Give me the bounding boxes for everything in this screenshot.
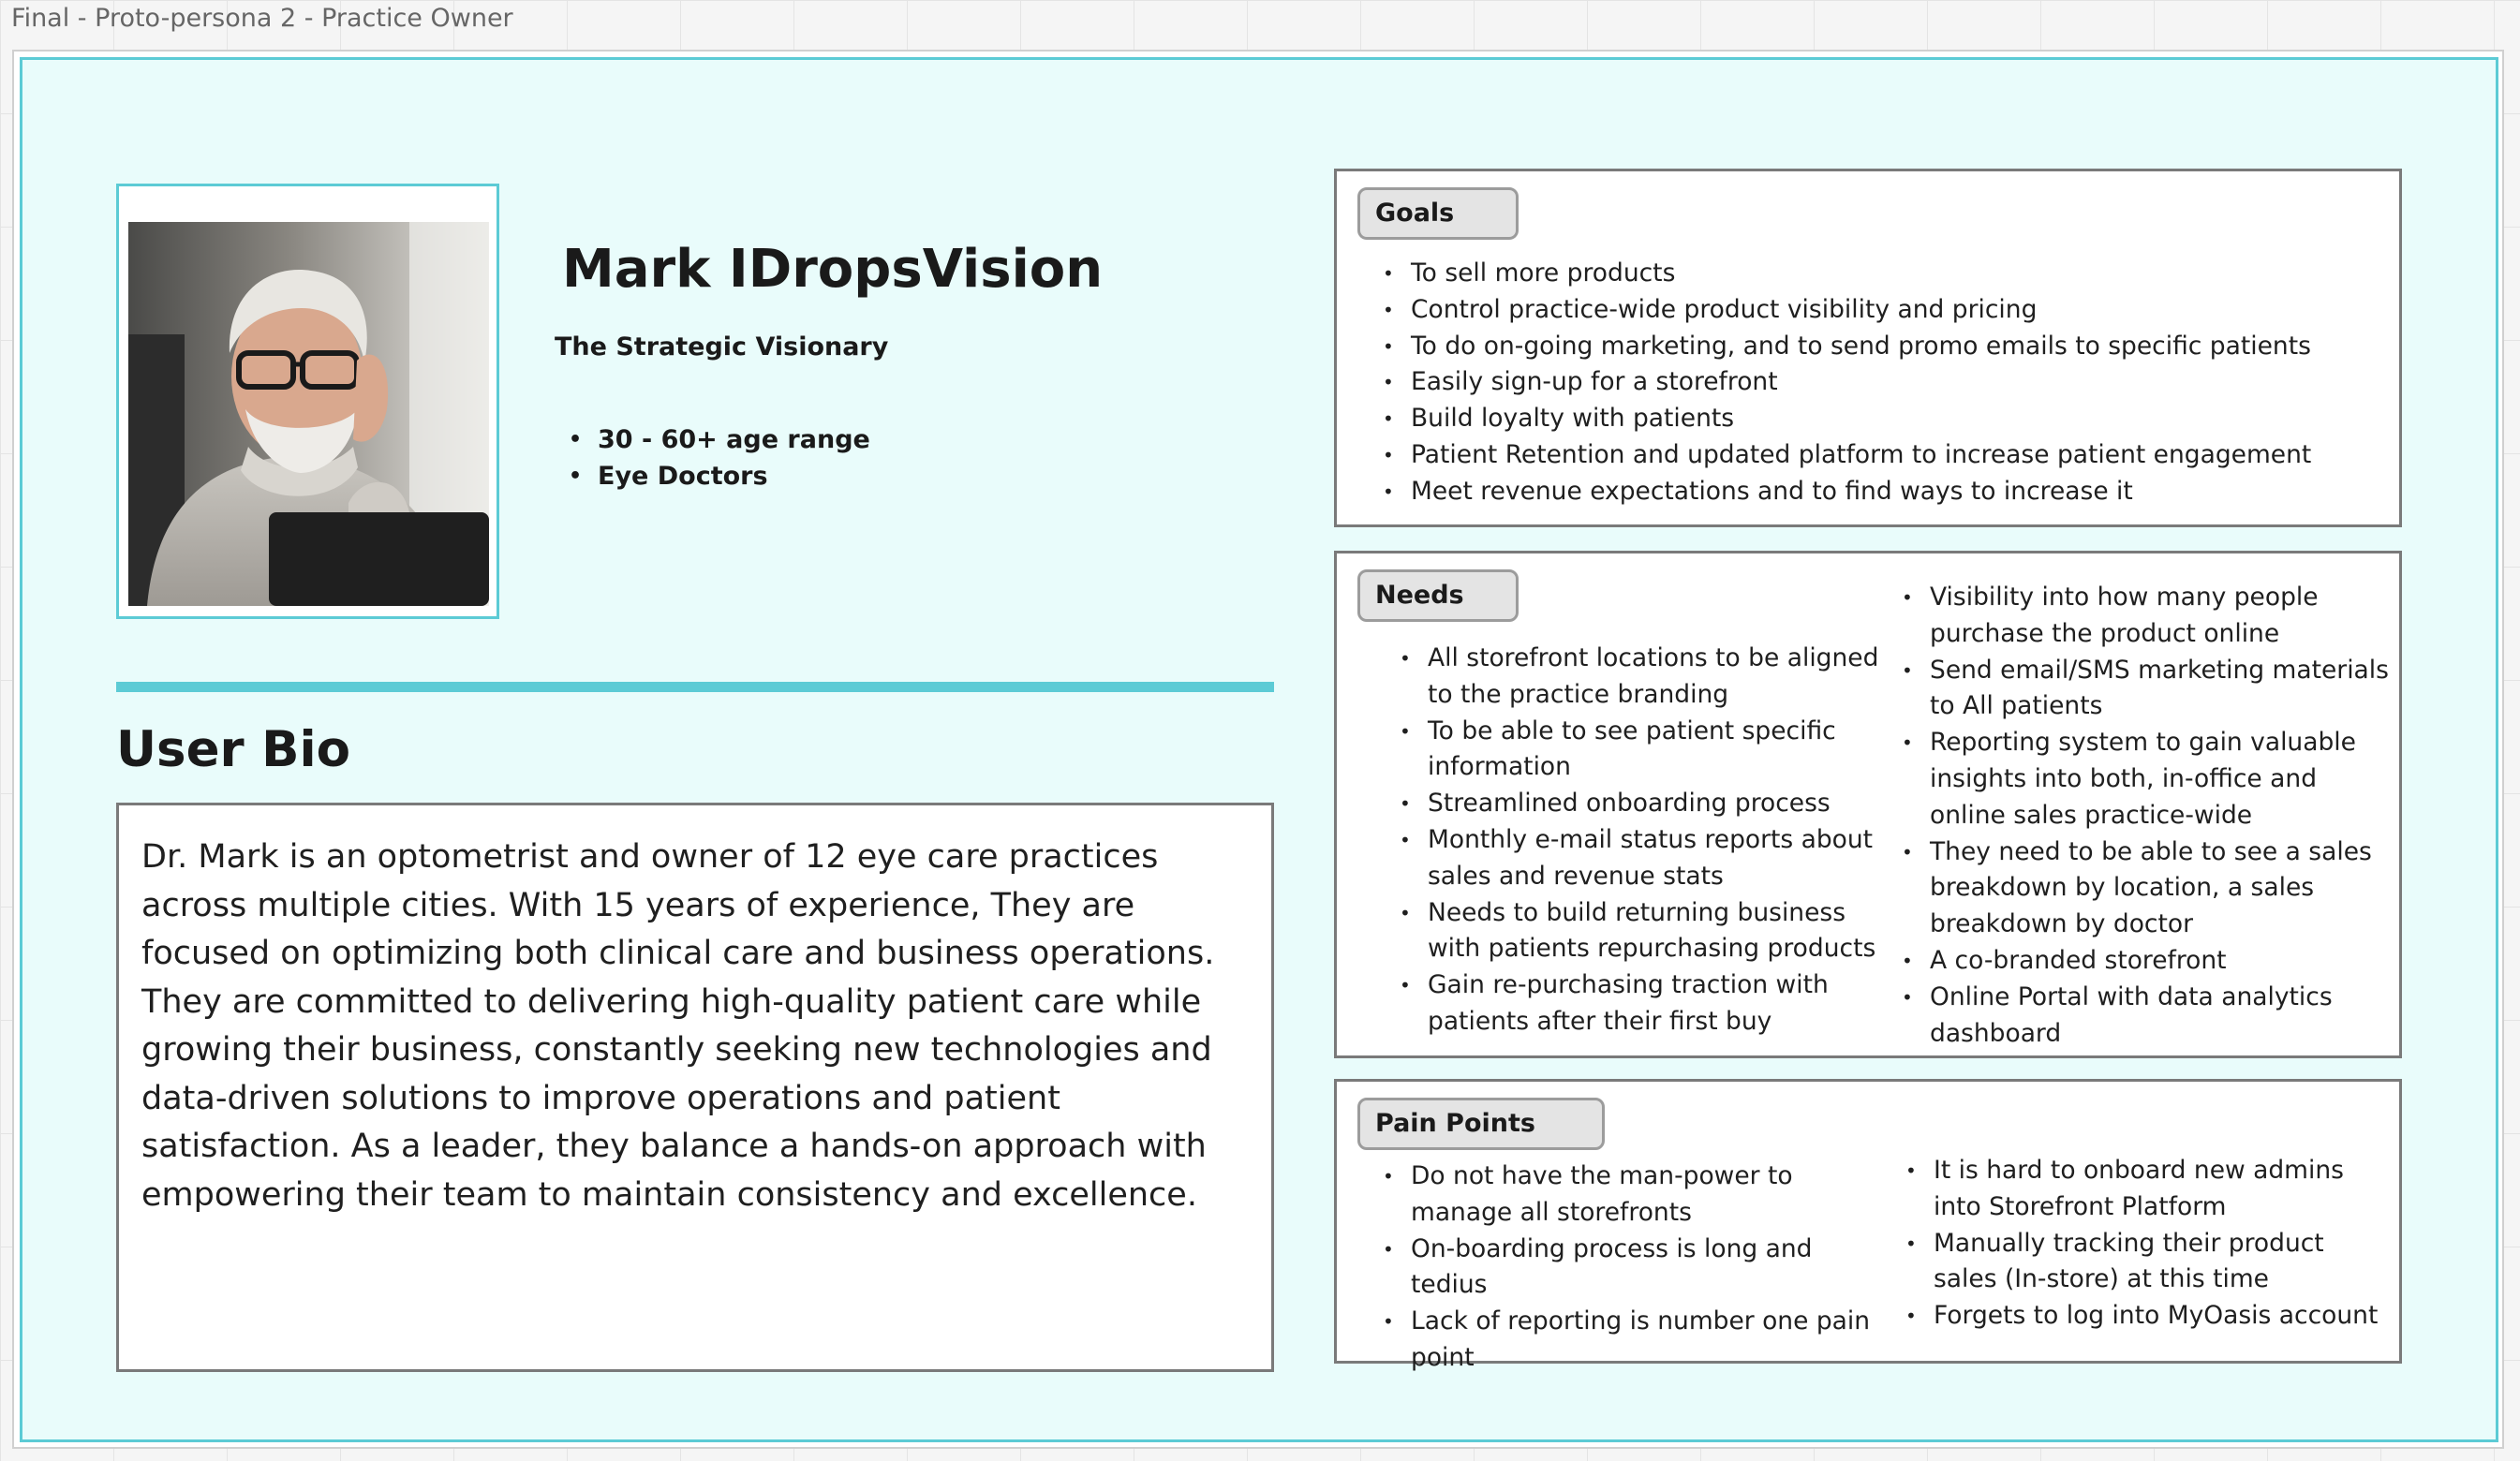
goal-item[interactable]: • Control practice-wide product visibility and pricing <box>1383 292 2385 329</box>
pain-points-label[interactable]: Pain Points <box>1357 1098 1605 1150</box>
need-item[interactable]: • All storefront locations to be aligned to the practice branding <box>1400 641 1887 714</box>
pain-point-item[interactable]: • Lack of reporting is number one pain point <box>1383 1304 1879 1377</box>
goal-item[interactable]: • Meet revenue expectations and to find ways to increase it <box>1383 474 2385 510</box>
pain-point-item[interactable]: • It is hard to onboard new admins into Storefront Platform <box>1905 1153 2393 1226</box>
need-item[interactable]: • Streamlined onboarding process <box>1400 786 1887 822</box>
pain-point-item[interactable]: • Manually tracking their product sales (In-store) at this time <box>1905 1226 2393 1299</box>
pain-points-list-right <box>1905 1153 2393 1335</box>
bio-card[interactable] <box>116 803 1274 1372</box>
persona-photo[interactable] <box>128 222 489 606</box>
need-item[interactable]: • Visibility into how many people purchase the product online <box>1902 580 2389 653</box>
goal-item[interactable]: • Build loyalty with patients <box>1383 401 2385 437</box>
pain-point-item[interactable]: • On-boarding process is long and tedius <box>1383 1232 1879 1305</box>
goals-label[interactable]: Goals <box>1357 187 1519 240</box>
persona-name[interactable]: Mark IDropsVision <box>562 239 1104 300</box>
goals-card[interactable] <box>1334 169 2402 527</box>
need-item[interactable]: • Monthly e-mail status reports about sales and revenue stats <box>1400 822 1887 895</box>
attribute-item[interactable]: • 30 - 60+ age range <box>569 421 870 458</box>
goals-list <box>1383 256 2385 510</box>
need-item[interactable]: • Online Portal with data analytics dashboard <box>1902 980 2389 1053</box>
need-item[interactable]: • Gain re-purchasing traction with patients after their first buy <box>1400 967 1887 1040</box>
needs-card[interactable] <box>1334 551 2402 1058</box>
needs-label[interactable]: Needs <box>1357 569 1519 622</box>
need-item[interactable]: • They need to be able to see a sales breakdown by location, a sales breakdown by doctor <box>1902 834 2389 943</box>
goal-item[interactable]: • To do on-going marketing, and to send promo emails to specific patients <box>1383 329 2385 365</box>
persona-tagline[interactable]: The Strategic Visionary <box>555 332 889 362</box>
goal-item[interactable]: • Patient Retention and updated platform to increase patient engagement <box>1383 437 2385 474</box>
need-item[interactable]: • Send email/SMS marketing materials to All patients <box>1902 653 2389 726</box>
goal-item[interactable]: • Easily sign-up for a storefront <box>1383 364 2385 401</box>
section-divider <box>116 682 1274 692</box>
persona-photo-frame[interactable] <box>116 184 499 619</box>
frame-title[interactable]: Final - Proto-persona 2 - Practice Owner <box>11 4 513 33</box>
need-item[interactable]: • Reporting system to gain valuable insights into both, in-office and online sales practice-wide <box>1902 725 2389 834</box>
need-item[interactable]: • A co-branded storefront <box>1902 943 2389 980</box>
pain-point-item[interactable]: • Do not have the man-power to manage all storefronts <box>1383 1158 1879 1232</box>
pain-points-list-left <box>1383 1158 1879 1377</box>
pain-point-item[interactable]: • Forgets to log into MyOasis account <box>1905 1298 2393 1335</box>
need-item[interactable]: • To be able to see patient specific information <box>1400 714 1887 787</box>
need-item[interactable]: • Needs to build returning business with patients repurchasing products <box>1400 895 1887 968</box>
needs-list-right <box>1902 580 2389 1052</box>
attribute-item[interactable]: • Eye Doctors <box>569 458 870 494</box>
pain-points-card[interactable] <box>1334 1079 2402 1372</box>
needs-list-left <box>1400 641 1887 1040</box>
bio-text[interactable]: Dr. Mark is an optometrist and owner of 12 eye care practices across multiple cities. With 15 years of experience, They are focused on optimizing both clinical care and business operations. They are committed to delivering high-quality patient care while growing their business, constantly seeking new technologies and data-driven solutions to improve operations and patient satisfaction. As a leader, they balance a hands-on approach with empowering their team to maintain consistency and excellence. <box>141 838 1215 1214</box>
bio-heading[interactable]: User Bio <box>116 721 351 778</box>
goal-item[interactable]: • To sell more products <box>1383 256 2385 292</box>
persona-attributes <box>569 421 870 494</box>
